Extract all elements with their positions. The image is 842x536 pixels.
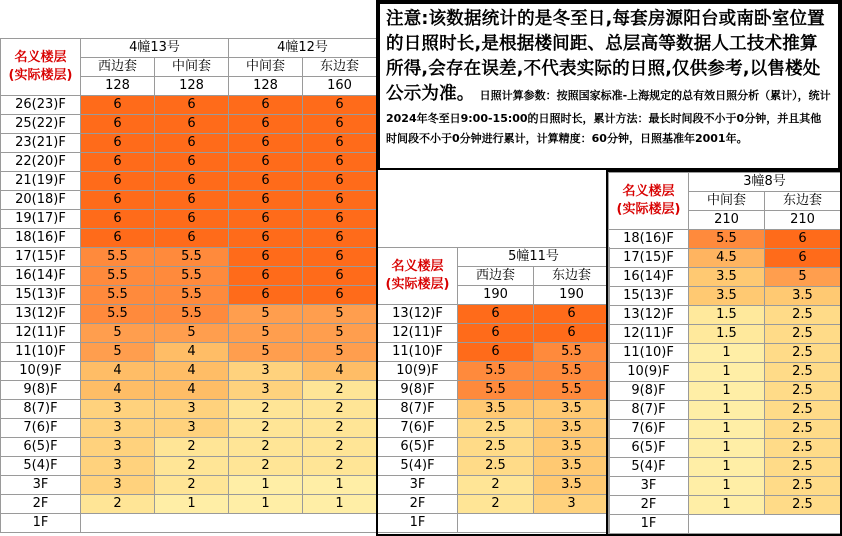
sunlight-hours-cell: 2 xyxy=(303,457,377,476)
sunlight-hours-cell: 6 xyxy=(81,153,155,172)
sunlight-hours-cell: 4 xyxy=(303,362,377,381)
sunlight-hours-cell: 3 xyxy=(81,476,155,495)
table-row xyxy=(609,382,841,401)
floor-header: 名义楼层 (实际楼层) xyxy=(1,39,81,96)
sunlight-hours-cell: 6 xyxy=(303,248,377,267)
floor-label: 3F xyxy=(1,476,81,495)
unit-label: 中间套 xyxy=(229,58,303,77)
sunlight-hours-cell: 4 xyxy=(155,362,229,381)
floor-label: 25(22)F xyxy=(1,115,81,134)
unit-label: 西边套 xyxy=(81,58,155,77)
sunlight-hours-cell: 6 xyxy=(303,267,377,286)
unit-area: 160 xyxy=(303,77,377,96)
notice-main-text: 注意:该数据统计的是冬至日,每套房源阳台或南卧室位置的日照时长,是根据楼间距、总层高等数据人工技术推算所得,会存在误差,不代表实际的日照,仅供参考,以售楼处公示为准。 xyxy=(386,9,825,104)
sunlight-hours-cell: 6 xyxy=(155,229,229,248)
floor-label: 18(16)F xyxy=(1,229,81,248)
floor-label: 12(11)F xyxy=(1,324,81,343)
table-row xyxy=(1,210,377,229)
sunlight-hours-cell: 6 xyxy=(155,96,229,115)
sunlight-hours-cell: 2.5 xyxy=(458,419,534,438)
sunlight-hours-cell: 5.5 xyxy=(81,248,155,267)
unit-label: 东边套 xyxy=(303,58,377,77)
building-label: 4幢12号 xyxy=(229,39,377,58)
sunlight-hours-cell: 2.5 xyxy=(765,344,841,363)
table-row xyxy=(609,363,841,382)
sunlight-hours-cell: 2.5 xyxy=(765,382,841,401)
table-row xyxy=(609,439,841,458)
table-row xyxy=(609,496,841,515)
sunlight-hours-cell: 1.5 xyxy=(689,325,765,344)
sunlight-hours-cell: 3 xyxy=(155,400,229,419)
sunlight-hours-cell: 3.5 xyxy=(689,268,765,287)
floor-label: 9(8)F xyxy=(378,381,458,400)
sunlight-hours-cell: 6 xyxy=(155,115,229,134)
sunlight-hours-cell: 2.5 xyxy=(765,477,841,496)
sunlight-hours-cell: 6 xyxy=(765,249,841,268)
floor-label: 11(10)F xyxy=(609,344,689,363)
table-row xyxy=(378,400,610,419)
unit-area: 210 xyxy=(765,211,841,230)
building-label: 3幢8号 xyxy=(689,173,841,192)
sunlight-hours-cell: 1 xyxy=(689,496,765,515)
table-row xyxy=(1,115,377,134)
unit-area: 128 xyxy=(229,77,303,96)
sunlight-hours-cell: 2 xyxy=(458,495,534,514)
sunlight-hours-cell: 1 xyxy=(689,458,765,477)
sunlight-hours-cell: 2 xyxy=(229,438,303,457)
sunlight-hours-cell: 6 xyxy=(229,115,303,134)
sunlight-hours-cell: 2.5 xyxy=(765,363,841,382)
floor-label: 15(13)F xyxy=(1,286,81,305)
sunlight-hours-cell: 6 xyxy=(155,210,229,229)
left-table-container xyxy=(0,38,377,533)
sunlight-hours-cell: 6 xyxy=(229,134,303,153)
sunlight-hours-cell: 6 xyxy=(303,172,377,191)
sunlight-hours-cell: 6 xyxy=(303,286,377,305)
sunlight-hours-cell: 6 xyxy=(229,267,303,286)
table-row xyxy=(609,420,841,439)
sunlight-hours-cell: 2.5 xyxy=(458,457,534,476)
sunlight-hours-cell: 6 xyxy=(155,172,229,191)
table-row xyxy=(609,515,841,534)
floor-label: 20(18)F xyxy=(1,191,81,210)
floor-label: 7(6)F xyxy=(609,420,689,439)
floor-label: 10(9)F xyxy=(609,363,689,382)
table-row xyxy=(609,306,841,325)
table-row xyxy=(378,324,610,343)
table-row xyxy=(1,343,377,362)
floor-label: 18(16)F xyxy=(609,230,689,249)
sunlight-hours-cell: 5.5 xyxy=(81,286,155,305)
sunlight-hours-cell: 6 xyxy=(81,115,155,134)
unit-label: 东边套 xyxy=(534,267,610,286)
sunlight-hours-cell: 6 xyxy=(534,324,610,343)
sunlight-hours-cell: 6 xyxy=(81,210,155,229)
sunlight-hours-cell: 3 xyxy=(155,419,229,438)
table-row xyxy=(1,172,377,191)
sunlight-hours-cell: 5.5 xyxy=(458,362,534,381)
floor-label: 5(4)F xyxy=(609,458,689,477)
right-table-container xyxy=(608,172,841,534)
table-row xyxy=(1,362,377,381)
table-row xyxy=(1,457,377,476)
floor-label: 13(12)F xyxy=(609,306,689,325)
floor-label: 11(10)F xyxy=(1,343,81,362)
sunlight-hours-cell: 6 xyxy=(229,248,303,267)
sunlight-hours-cell: 2 xyxy=(229,400,303,419)
sunlight-hours-cell: 5.5 xyxy=(155,267,229,286)
middle-sunlight-table xyxy=(377,247,610,533)
sunlight-hours-cell: 5.5 xyxy=(81,305,155,324)
table-row xyxy=(378,343,610,362)
sunlight-hours-cell: 5.5 xyxy=(155,286,229,305)
sunlight-hours-cell: 2 xyxy=(303,400,377,419)
sunlight-hours-cell: 3.5 xyxy=(534,400,610,419)
sunlight-hours-cell: 1 xyxy=(689,477,765,496)
sunlight-hours-cell: 6 xyxy=(81,134,155,153)
sunlight-hours-cell: 3 xyxy=(229,362,303,381)
sunlight-hours-cell: 5 xyxy=(229,343,303,362)
table-row xyxy=(1,134,377,153)
table-row xyxy=(378,495,610,514)
table-row xyxy=(1,248,377,267)
sunlight-hours-cell: 1 xyxy=(229,476,303,495)
sunlight-hours-cell: 5 xyxy=(303,343,377,362)
sunlight-hours-cell: 2 xyxy=(303,419,377,438)
empty-cell xyxy=(458,514,610,533)
table-row xyxy=(378,305,610,324)
sunlight-hours-cell: 3.5 xyxy=(689,287,765,306)
sunlight-hours-cell: 2 xyxy=(81,495,155,514)
sunlight-hours-cell: 2.5 xyxy=(765,458,841,477)
middle-table-container xyxy=(377,247,610,533)
sunlight-hours-cell: 3.5 xyxy=(534,419,610,438)
table-row xyxy=(378,362,610,381)
unit-label: 中间套 xyxy=(155,58,229,77)
unit-area: 190 xyxy=(534,286,610,305)
sunlight-hours-cell: 6 xyxy=(81,229,155,248)
sunlight-hours-cell: 2 xyxy=(458,476,534,495)
left-sunlight-table xyxy=(0,38,377,533)
sunlight-hours-cell: 3.5 xyxy=(534,457,610,476)
unit-label: 东边套 xyxy=(765,192,841,211)
floor-label: 21(19)F xyxy=(1,172,81,191)
sunlight-hours-cell: 6 xyxy=(229,210,303,229)
floor-label: 10(9)F xyxy=(378,362,458,381)
sunlight-hours-cell: 5 xyxy=(81,343,155,362)
floor-label: 22(20)F xyxy=(1,153,81,172)
building-label: 4幢13号 xyxy=(81,39,229,58)
table-row xyxy=(1,400,377,419)
floor-label: 3F xyxy=(609,477,689,496)
sunlight-hours-cell: 5.5 xyxy=(458,381,534,400)
sunlight-hours-cell: 3 xyxy=(229,381,303,400)
sunlight-hours-cell: 2.5 xyxy=(765,401,841,420)
sunlight-hours-cell: 6 xyxy=(81,191,155,210)
sunlight-hours-cell: 1 xyxy=(689,363,765,382)
floor-label: 17(15)F xyxy=(1,248,81,267)
sunlight-hours-cell: 5.5 xyxy=(155,248,229,267)
floor-label: 2F xyxy=(609,496,689,515)
sunlight-hours-cell: 6 xyxy=(155,153,229,172)
sunlight-hours-cell: 3 xyxy=(81,457,155,476)
table-row xyxy=(609,249,841,268)
sunlight-hours-cell: 5 xyxy=(765,268,841,287)
floor-header: 名义楼层 (实际楼层) xyxy=(609,173,689,230)
floor-label: 19(17)F xyxy=(1,210,81,229)
sunlight-hours-cell: 2.5 xyxy=(765,420,841,439)
table-row xyxy=(609,230,841,249)
sunlight-hours-cell: 1.5 xyxy=(689,306,765,325)
sunlight-hours-cell: 4 xyxy=(155,343,229,362)
sunlight-hours-cell: 6 xyxy=(458,343,534,362)
sunlight-hours-cell: 1 xyxy=(155,495,229,514)
sunlight-hours-cell: 2 xyxy=(155,438,229,457)
sunlight-hours-cell: 6 xyxy=(229,153,303,172)
sunlight-hours-cell: 2.5 xyxy=(765,306,841,325)
table-row xyxy=(1,514,377,533)
floor-label: 6(5)F xyxy=(378,438,458,457)
floor-label: 3F xyxy=(378,476,458,495)
sunlight-hours-cell: 6 xyxy=(303,191,377,210)
table-row xyxy=(609,325,841,344)
table-row xyxy=(1,381,377,400)
sunlight-hours-cell: 6 xyxy=(155,134,229,153)
sunlight-hours-cell: 1 xyxy=(303,476,377,495)
sunlight-hours-cell: 3.5 xyxy=(765,287,841,306)
table-row xyxy=(609,477,841,496)
sunlight-hours-cell: 6 xyxy=(458,324,534,343)
sunlight-hours-cell: 6 xyxy=(81,172,155,191)
table-row xyxy=(1,419,377,438)
floor-label: 16(14)F xyxy=(609,268,689,287)
sunlight-hours-cell: 6 xyxy=(534,305,610,324)
table-row xyxy=(1,191,377,210)
floor-label: 12(11)F xyxy=(378,324,458,343)
sunlight-hours-cell: 5 xyxy=(229,324,303,343)
sunlight-hours-cell: 6 xyxy=(765,230,841,249)
floor-label: 16(14)F xyxy=(1,267,81,286)
table-row xyxy=(378,457,610,476)
floor-label: 23(21)F xyxy=(1,134,81,153)
floor-label: 7(6)F xyxy=(378,419,458,438)
sunlight-hours-cell: 5 xyxy=(229,305,303,324)
sunlight-hours-cell: 3 xyxy=(81,438,155,457)
table-row xyxy=(1,324,377,343)
unit-area: 210 xyxy=(689,211,765,230)
sunlight-hours-cell: 5.5 xyxy=(534,381,610,400)
table-row xyxy=(1,153,377,172)
unit-area: 128 xyxy=(155,77,229,96)
sunlight-hours-cell: 6 xyxy=(303,210,377,229)
floor-label: 12(11)F xyxy=(609,325,689,344)
building-label: 5幢11号 xyxy=(458,248,610,267)
sunlight-hours-cell: 2 xyxy=(229,457,303,476)
sunlight-hours-cell: 5.5 xyxy=(81,267,155,286)
sunlight-hours-cell: 3 xyxy=(81,400,155,419)
sunlight-hours-cell: 5 xyxy=(155,324,229,343)
sunlight-hours-cell: 2.5 xyxy=(765,439,841,458)
unit-label: 西边套 xyxy=(458,267,534,286)
sunlight-hours-cell: 6 xyxy=(458,305,534,324)
notice-sub-text: 日照计算参数：按照国家标准-上海规定的总有效日照分析（累计），统计2024年冬至日9:00-15:00的日照时长，累计方法：最长时间段不小于0分钟，并且其他时间段不小于0分钟进行累计，计算精度：60分钟，日照基准年2001年。 xyxy=(386,89,831,145)
table-row xyxy=(1,286,377,305)
sunlight-hours-cell: 4.5 xyxy=(689,249,765,268)
sunlight-hours-cell: 5 xyxy=(303,324,377,343)
table-row xyxy=(609,344,841,363)
sunlight-hours-cell: 6 xyxy=(155,191,229,210)
floor-label: 9(8)F xyxy=(1,381,81,400)
floor-label: 6(5)F xyxy=(609,439,689,458)
sunlight-hours-cell: 3.5 xyxy=(458,400,534,419)
sunlight-hours-cell: 1 xyxy=(689,439,765,458)
sunlight-hours-cell: 6 xyxy=(303,134,377,153)
floor-label: 2F xyxy=(378,495,458,514)
floor-label: 1F xyxy=(1,514,81,533)
sunlight-hours-cell: 4 xyxy=(81,362,155,381)
right-sunlight-table xyxy=(608,172,841,534)
sunlight-hours-cell: 6 xyxy=(229,191,303,210)
sunlight-hours-cell: 6 xyxy=(303,229,377,248)
table-row xyxy=(609,287,841,306)
table-row xyxy=(1,96,377,115)
sunlight-hours-cell: 6 xyxy=(303,153,377,172)
floor-label: 9(8)F xyxy=(609,382,689,401)
floor-label: 8(7)F xyxy=(378,400,458,419)
floor-label: 15(13)F xyxy=(609,287,689,306)
sunlight-hours-cell: 1 xyxy=(689,420,765,439)
sunlight-hours-cell: 4 xyxy=(81,381,155,400)
sunlight-hours-cell: 2 xyxy=(155,476,229,495)
empty-cell xyxy=(689,515,841,534)
floor-label: 2F xyxy=(1,495,81,514)
sunlight-hours-cell: 5.5 xyxy=(534,343,610,362)
sunlight-hours-cell: 3.5 xyxy=(534,476,610,495)
table-row xyxy=(609,268,841,287)
sunlight-hours-cell: 5.5 xyxy=(689,230,765,249)
floor-label: 8(7)F xyxy=(1,400,81,419)
floor-label: 5(4)F xyxy=(1,457,81,476)
sunlight-hours-cell: 2.5 xyxy=(765,496,841,515)
sunlight-hours-cell: 5 xyxy=(303,305,377,324)
sunlight-hours-cell: 5.5 xyxy=(534,362,610,381)
floor-header: 名义楼层 (实际楼层) xyxy=(378,248,458,305)
sunlight-hours-cell: 6 xyxy=(81,96,155,115)
sunlight-hours-cell: 6 xyxy=(229,172,303,191)
floor-label: 13(12)F xyxy=(1,305,81,324)
floor-label: 7(6)F xyxy=(1,419,81,438)
sunlight-hours-cell: 2 xyxy=(303,438,377,457)
table-row xyxy=(609,458,841,477)
sunlight-hours-cell: 2.5 xyxy=(458,438,534,457)
sunlight-hours-cell: 2.5 xyxy=(765,325,841,344)
floor-label: 17(15)F xyxy=(609,249,689,268)
sunlight-hours-cell: 5.5 xyxy=(155,305,229,324)
floor-label: 26(23)F xyxy=(1,96,81,115)
sunlight-hours-cell: 3.5 xyxy=(534,438,610,457)
table-row xyxy=(378,438,610,457)
sunlight-hours-cell: 1 xyxy=(689,401,765,420)
sunlight-hours-cell: 6 xyxy=(229,96,303,115)
floor-label: 8(7)F xyxy=(609,401,689,420)
sunlight-hours-cell: 6 xyxy=(229,229,303,248)
floor-label: 1F xyxy=(609,515,689,534)
unit-area: 128 xyxy=(81,77,155,96)
unit-area: 190 xyxy=(458,286,534,305)
table-row xyxy=(378,514,610,533)
sunlight-hours-cell: 6 xyxy=(303,115,377,134)
sunlight-hours-cell: 6 xyxy=(303,96,377,115)
empty-cell xyxy=(81,514,377,533)
floor-label: 11(10)F xyxy=(378,343,458,362)
sunlight-hours-cell: 3 xyxy=(81,419,155,438)
table-row xyxy=(378,476,610,495)
unit-label: 中间套 xyxy=(689,192,765,211)
table-row xyxy=(1,305,377,324)
sunlight-hours-cell: 5 xyxy=(81,324,155,343)
floor-label: 1F xyxy=(378,514,458,533)
table-row xyxy=(1,495,377,514)
sunlight-hours-cell: 1 xyxy=(689,344,765,363)
sunlight-hours-cell: 1 xyxy=(689,382,765,401)
floor-label: 13(12)F xyxy=(378,305,458,324)
sunlight-hours-cell: 3 xyxy=(534,495,610,514)
sunlight-hours-cell: 1 xyxy=(303,495,377,514)
table-row xyxy=(378,381,610,400)
sunlight-hours-cell: 2 xyxy=(155,457,229,476)
sunlight-hours-cell: 6 xyxy=(229,286,303,305)
notice-box xyxy=(378,2,840,170)
floor-label: 10(9)F xyxy=(1,362,81,381)
sunlight-hours-cell: 2 xyxy=(303,381,377,400)
table-row xyxy=(609,401,841,420)
sunlight-hours-cell: 1 xyxy=(229,495,303,514)
table-row xyxy=(378,419,610,438)
table-row xyxy=(1,438,377,457)
floor-label: 5(4)F xyxy=(378,457,458,476)
table-row xyxy=(1,476,377,495)
sunlight-hours-cell: 4 xyxy=(155,381,229,400)
floor-label: 6(5)F xyxy=(1,438,81,457)
table-row xyxy=(1,229,377,248)
table-row xyxy=(1,267,377,286)
sunlight-hours-cell: 2 xyxy=(229,419,303,438)
